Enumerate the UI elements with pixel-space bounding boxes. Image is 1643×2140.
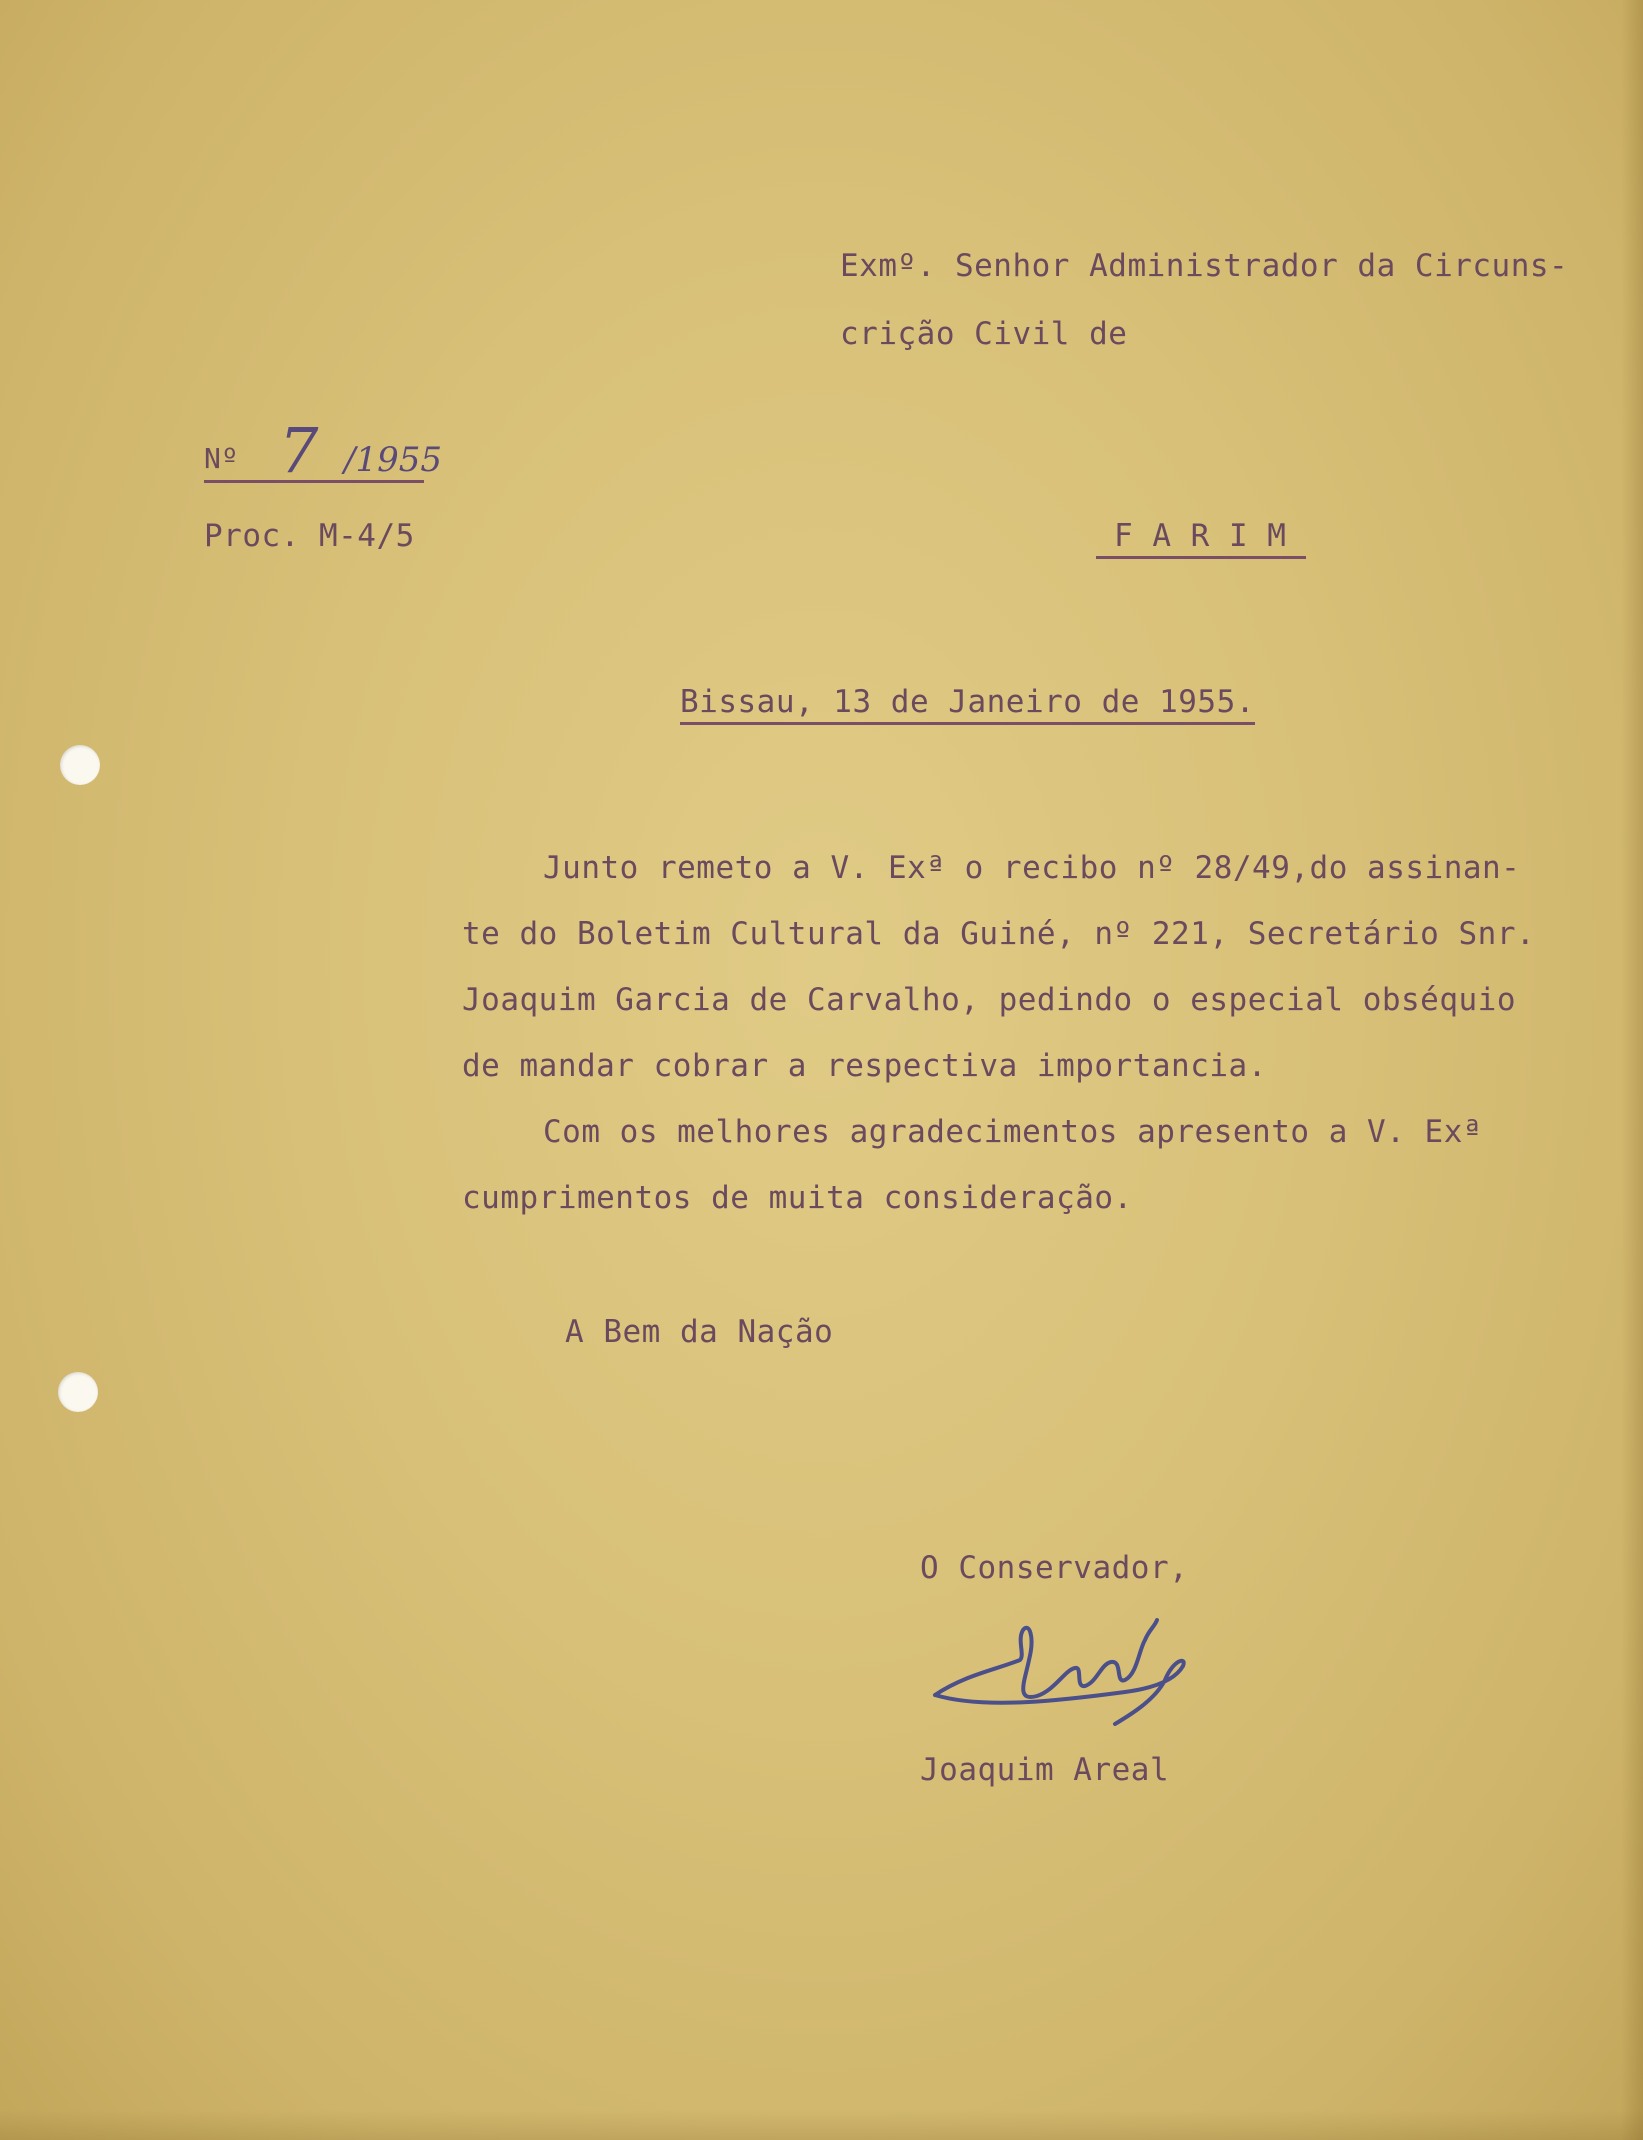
reference-number-year: /1955 (344, 440, 442, 480)
addressee-line-1: Exmº. Senhor Administrador da Circuns- (840, 248, 1569, 284)
dateline: Bissau, 13 de Janeiro de 1955. (680, 684, 1255, 725)
body-line: cumprimentos de muita consideração. (462, 1180, 1133, 1216)
addressee-line-2: crição Civil de (840, 316, 1128, 352)
signatory-title: O Conservador, (920, 1550, 1189, 1586)
process-reference: Proc. M-4/5 (204, 518, 415, 554)
handwritten-signature (925, 1600, 1195, 1730)
body-line: Com os melhores agradecimentos apresento a V. Exª (543, 1114, 1483, 1150)
closing-salutation: A Bem da Nação (565, 1314, 834, 1350)
body-line: te do Boletim Cultural da Guiné, nº 221, Secretário Snr. (462, 916, 1536, 952)
punch-hole-bottom (58, 1372, 98, 1412)
paper-edge-shadow (1621, 0, 1643, 2140)
destination-place: F A R I M (1096, 518, 1306, 559)
signatory-name: Joaquim Areal (920, 1752, 1170, 1788)
reference-number-handwritten: 7 (279, 414, 319, 487)
reference-number (204, 414, 442, 487)
punch-hole-top (60, 745, 100, 785)
paper-bottom-shadow (0, 2110, 1643, 2140)
body-line: Joaquim Garcia de Carvalho, pedindo o especial obséquio (462, 982, 1516, 1018)
reference-number-prefix: Nº (204, 442, 239, 475)
body-line: de mandar cobrar a respectiva importancia. (462, 1048, 1267, 1084)
body-line: Junto remeto a V. Exª o recibo nº 28/49,do assinan- (543, 850, 1521, 886)
